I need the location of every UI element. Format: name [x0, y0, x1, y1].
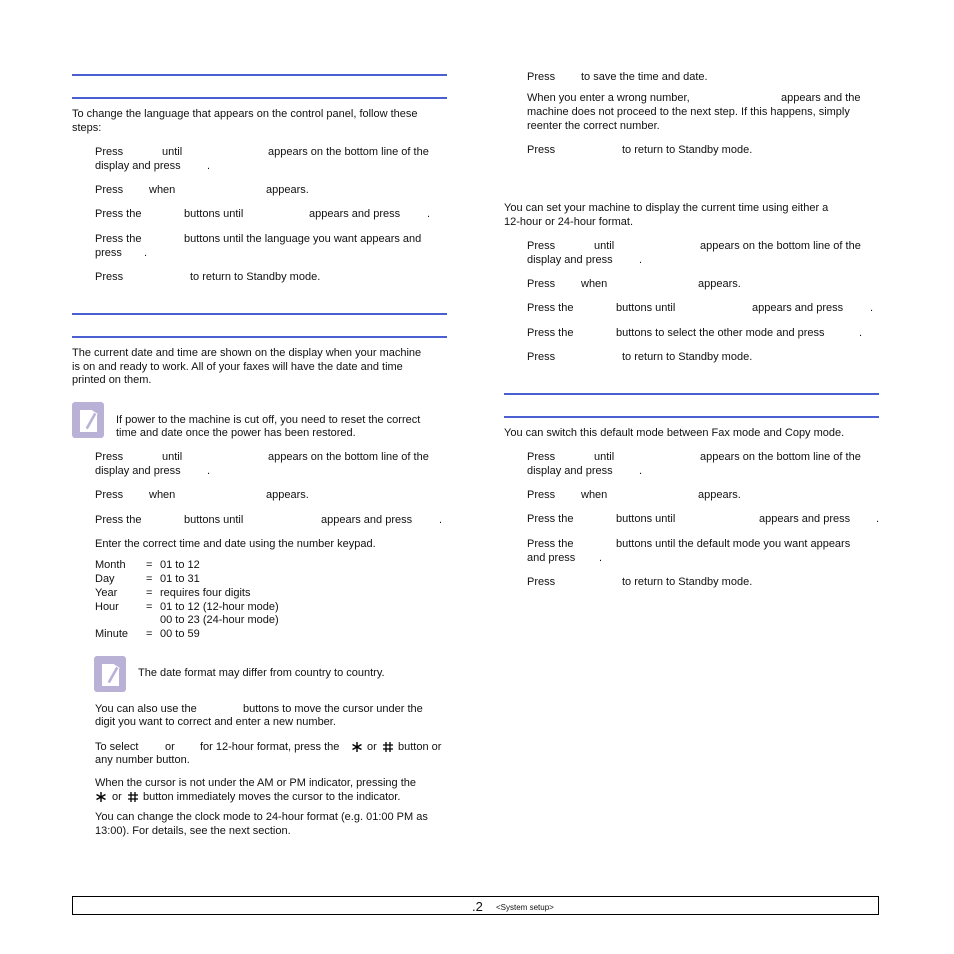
date-step1-period: . — [207, 465, 211, 477]
mode-step1-press: Press — [527, 451, 556, 463]
range-day-value: 01 to 31 — [160, 573, 200, 585]
range-minute-eq: = — [146, 628, 153, 640]
clock-step2-appears: appears. — [698, 278, 741, 290]
select-note-b: or — [165, 741, 175, 753]
mode-step5-press: Press — [527, 576, 556, 588]
select-note-c: for 12-hour format, press the — [200, 741, 340, 753]
range-hour-value: 01 to 12 (12-hour mode) — [160, 601, 279, 613]
mode-step3-appears: appears and press — [759, 513, 851, 525]
mode-step2-when: when — [581, 489, 608, 501]
lang-step4-period: . — [144, 247, 148, 259]
clock-step2-press: Press — [527, 278, 556, 290]
note-icon — [72, 402, 104, 438]
wrong-d: reenter the correct number. — [527, 120, 660, 132]
save-text: to save the time and date. — [581, 71, 708, 83]
select-note-e: button or — [398, 741, 442, 753]
date-step1-press: Press — [95, 451, 124, 463]
mode-step3-buttons: buttons until — [616, 513, 676, 525]
mode-step5-return: to return to Standby mode. — [622, 576, 753, 588]
clock-note-line-1: You can change the clock mode to 24-hour format (e.g. 01:00 PM as — [95, 811, 428, 823]
mode-step3-press: Press the — [527, 513, 574, 525]
clock-note-line-2: 13:00). For details, see the next section. — [95, 825, 291, 837]
section-rule-top — [72, 74, 447, 76]
range-hour-key: Hour — [95, 601, 119, 613]
range-year-key: Year — [95, 587, 118, 599]
save-press: Press — [527, 71, 556, 83]
clock-step4-press: Press the — [527, 327, 574, 339]
range-year-value: requires four digits — [160, 587, 251, 599]
indicator-note-a: When the cursor is not under the AM or PM indicator, pressing the — [95, 777, 416, 789]
cursor-note-b: buttons to move the cursor under the — [243, 703, 423, 715]
note2-text: The date format may differ from country to country. — [138, 667, 385, 679]
mode-step2-press: Press — [527, 489, 556, 501]
range-hour-value-24: 00 to 23 (24-hour mode) — [160, 614, 279, 626]
lang-step1-press: Press — [95, 146, 124, 158]
mode-step1-display: display and press — [527, 465, 613, 477]
lang-step2-when: when — [149, 184, 176, 196]
page-number: .2 — [472, 899, 483, 914]
lang-step4-press2: press — [95, 247, 122, 259]
clock-step1-until: until — [594, 240, 615, 252]
hash-icon — [127, 791, 139, 803]
footer-section: <System setup> — [496, 903, 554, 912]
mode-step4-andpress: and press — [527, 552, 576, 564]
date-step3-press: Press the — [95, 514, 142, 526]
lang-step5-press: Press — [95, 271, 124, 283]
range-day-eq: = — [146, 573, 153, 585]
lang-step3-buttons: buttons until — [184, 208, 244, 220]
lang-step1-period: . — [207, 160, 211, 172]
clock-step5-return: to return to Standby mode. — [622, 351, 753, 363]
lang-step2-appears: appears. — [266, 184, 309, 196]
note1-line-1: If power to the machine is cut off, you need to reset the correct — [116, 414, 421, 426]
mode-step1-appears: appears on the bottom line of the — [700, 451, 861, 463]
standby-text: to return to Standby mode. — [622, 144, 753, 156]
lang-step3-period: . — [427, 208, 431, 220]
wrong-c: machine does not proceed to the next step. If this happens, simply — [527, 106, 850, 118]
clock-step3-buttons: buttons until — [616, 302, 676, 314]
range-month-value: 01 to 12 — [160, 559, 200, 571]
lang-step5-return: to return to Standby mode. — [190, 271, 321, 283]
lang-step4-press: Press the — [95, 233, 142, 245]
cursor-note-a: You can also use the — [95, 703, 197, 715]
lang-step3-press: Press the — [95, 208, 142, 220]
section-rule-language — [72, 97, 447, 99]
date-step3-period: . — [439, 514, 443, 526]
cursor-note-c: digit you want to correct and enter a new number. — [95, 716, 336, 728]
indicator-note-b: or — [112, 791, 122, 803]
lang-step1-appears: appears on the bottom line of the — [268, 146, 429, 158]
clock-intro-line-2: 12-hour or 24-hour format. — [504, 216, 634, 228]
date-intro-line-2: is on and ready to work. All of your faxes will have the date and time — [72, 361, 403, 373]
section-rule-mode-2 — [504, 416, 879, 418]
date-step1-display: display and press — [95, 465, 181, 477]
clock-step1-display: display and press — [527, 254, 613, 266]
mode-step4-buttons: buttons until the default mode you want appears — [616, 538, 851, 550]
mode-step4-press: Press the — [527, 538, 574, 550]
date-intro-line-1: The current date and time are shown on the display when your machine — [72, 347, 422, 359]
range-hour-eq: = — [146, 601, 153, 613]
clock-step4-period: . — [859, 327, 863, 339]
clock-step2-when: when — [581, 278, 608, 290]
lang-step1-display: display and press — [95, 160, 181, 172]
star-icon — [351, 741, 363, 753]
date-step2-appears: appears. — [266, 489, 309, 501]
range-minute-value: 00 to 59 — [160, 628, 200, 640]
date-step1-appears: appears on the bottom line of the — [268, 451, 429, 463]
clock-step3-period: . — [870, 302, 874, 314]
select-note-f: any number button. — [95, 754, 190, 766]
range-minute-key: Minute — [95, 628, 129, 640]
mode-step4-period: . — [599, 552, 603, 564]
standby-press: Press — [527, 144, 556, 156]
clock-intro-line-1: You can set your machine to display the current time using either a — [504, 202, 829, 214]
mode-intro: You can switch this default mode between Fax mode and Copy mode. — [504, 427, 845, 439]
date-intro-line-3: printed on them. — [72, 374, 152, 386]
range-month-eq: = — [146, 559, 153, 571]
date-step1-until: until — [162, 451, 183, 463]
date-step3-appears: appears and press — [321, 514, 413, 526]
date-step4-enter: Enter the correct time and date using the number keypad. — [95, 538, 376, 550]
section-rule-date-1 — [72, 313, 447, 315]
clock-step1-appears: appears on the bottom line of the — [700, 240, 861, 252]
section-rule-date-2 — [72, 336, 447, 338]
clock-step5-press: Press — [527, 351, 556, 363]
clock-step3-press: Press the — [527, 302, 574, 314]
clock-step1-press: Press — [527, 240, 556, 252]
hash-icon — [382, 741, 394, 753]
date-step2-press: Press — [95, 489, 124, 501]
date-step2-when: when — [149, 489, 176, 501]
lang-step2-press: Press — [95, 184, 124, 196]
clock-step3-appears: appears and press — [752, 302, 844, 314]
note-icon — [94, 656, 126, 692]
lang-step1-until: until — [162, 146, 183, 158]
lang-step4-buttons: buttons until the language you want appears and — [184, 233, 422, 245]
language-intro-line-1: To change the language that appears on the control panel, follow these — [72, 108, 418, 120]
mode-step3-period: . — [876, 513, 880, 525]
mode-step1-until: until — [594, 451, 615, 463]
indicator-note-c: button immediately moves the cursor to the indicator. — [143, 791, 401, 803]
range-month-key: Month — [95, 559, 126, 571]
clock-step1-period: . — [639, 254, 643, 266]
mode-step2-appears: appears. — [698, 489, 741, 501]
wrong-b: appears and the — [781, 92, 861, 104]
range-year-eq: = — [146, 587, 153, 599]
date-step3-buttons: buttons until — [184, 514, 244, 526]
select-note-a: To select — [95, 741, 139, 753]
mode-step1-period: . — [639, 465, 643, 477]
lang-step3-appears: appears and press — [309, 208, 401, 220]
section-rule-mode-1 — [504, 393, 879, 395]
note1-line-2: time and date once the power has been restored. — [116, 427, 356, 439]
language-intro-line-2: steps: — [72, 122, 102, 134]
star-icon — [95, 791, 107, 803]
range-day-key: Day — [95, 573, 115, 585]
wrong-a: When you enter a wrong number, — [527, 92, 690, 104]
clock-step4-buttons: buttons to select the other mode and press — [616, 327, 825, 339]
select-note-d: or — [367, 741, 377, 753]
